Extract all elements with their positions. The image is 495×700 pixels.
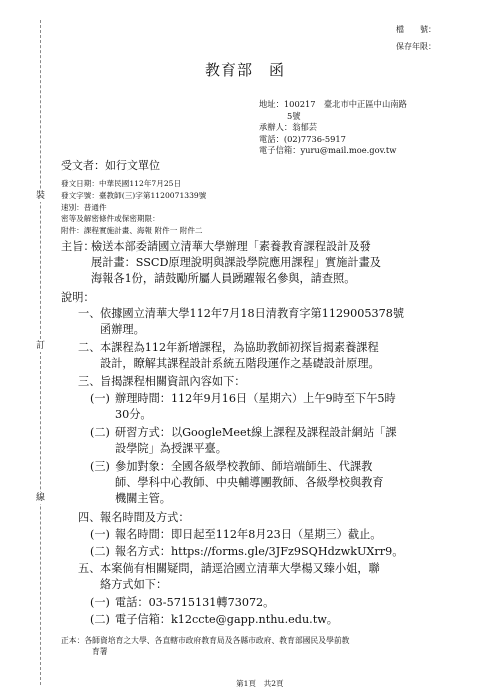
address-line1: 地址：100217 臺北市中正區中山南路: [259, 99, 407, 109]
subitem-number: (三): [90, 460, 110, 473]
copy-recipients-line: 正本：各師資培育之大學、各直轄市政府教育局及各縣市政府、教育部國民及學前教: [61, 636, 350, 645]
subitem-number: (一): [90, 392, 110, 405]
explanation-label: 說明：: [61, 291, 95, 304]
binding-mark-xian: 線: [35, 493, 45, 503]
handler: 承辦人：翁郁芸: [259, 122, 318, 132]
contact-block: [259, 99, 407, 157]
address-line2: 5號: [287, 110, 301, 121]
subject-line: 檢送本部委請國立清華大學辦理「素養教育課程設計及發: [91, 240, 371, 253]
item-line: 師、學科中心教師、中央輔導團教師、各級學校與教育: [115, 476, 384, 489]
item-text: [100, 561, 380, 593]
item-text: [100, 510, 190, 526]
item-line: 本案倘有相關疑問，請逕洽國立清華大學楊又臻小姐，聯: [100, 562, 380, 575]
item-line: 函辦理。: [100, 323, 145, 336]
email: 電子信箱：yuru@mail.moe.gov.tw: [259, 145, 397, 155]
item-number: 四、: [78, 511, 101, 524]
secrecy-level: 密等及解密條件或保密期限：: [61, 214, 160, 224]
document-number: 發文字號：臺教師(三)字第1120071339號: [61, 190, 207, 200]
item-text: [100, 374, 245, 390]
recipient: 受文者：如行文單位: [61, 159, 160, 172]
item-line: 電話：03-5715131轉73072。: [115, 596, 275, 609]
item-line: 機關主管。: [115, 492, 171, 505]
item-text: [100, 306, 404, 338]
attachments: [61, 225, 206, 237]
subject-text: [91, 239, 381, 287]
subject-line: 海報各1份，請鼓勵所屬人員踴躍報名參與，請查照。: [91, 272, 356, 285]
item-text: [100, 340, 380, 372]
subitem-number: (二): [90, 613, 110, 626]
file-number-label: 檔 號：: [396, 25, 436, 34]
item-line: 參加對象：全國各級學校教師、師培端師生、代課教: [115, 460, 373, 473]
binding-mark-ding: 訂: [35, 341, 45, 351]
copy-recipients: [61, 635, 349, 657]
item-line: 設學院」為授課平臺。: [115, 442, 227, 455]
item-line: 報名時間：即日起至112年8月23日（星期三）截止。: [115, 528, 382, 541]
subitem-number: (二): [90, 426, 110, 439]
item-number: 三、: [78, 375, 101, 388]
attachments-text: 附件：課程實施計畫、海報 附件一 附件二: [61, 226, 203, 236]
copy-recipients-line: 育署: [92, 647, 108, 656]
item-line: 辦理時間：112年9月16日（星期六）上午9時至下午5時: [115, 392, 396, 405]
subitem-text: [115, 595, 274, 611]
item-line: 報名時間及方式：: [100, 511, 190, 524]
subitem-text: [115, 612, 338, 628]
page-number: 第1頁 共2頁: [236, 679, 284, 688]
subitem-text: [115, 544, 403, 560]
item-number: 五、: [78, 562, 101, 575]
subitem-text: [115, 527, 381, 543]
item-number: 一、: [78, 307, 101, 320]
item-number: 二、: [78, 341, 101, 354]
item-line: 30分。: [115, 408, 152, 421]
subject-line: 展計畫：SSCD原理說明與課設學院應用課程」實施計畫及: [91, 256, 381, 269]
phone: 電話：(02)7736-5917: [259, 133, 346, 144]
contact-email-link[interactable]: 電子信箱：k12ccte@gapp.nthu.edu.tw。: [115, 613, 338, 626]
item-line: 研習方式：以GoogleMeet線上課程及課程設計網站「課: [115, 426, 397, 439]
item-line: 絡方式如下：: [100, 578, 168, 591]
document-title: 教育部 函: [205, 61, 286, 79]
subitem-text: [115, 459, 384, 507]
item-line: 依據國立清華大學112年7月18日清教育字第1129005378號: [100, 307, 405, 320]
binding-mark-zhuang: 裝: [35, 191, 45, 201]
retention-label: 保存年限：: [396, 42, 436, 51]
item-line: 設計，瞭解其課程設計系統五階段運作之基礎設計原理。: [100, 357, 380, 370]
binding-line: [40, 20, 41, 685]
subitem-number: (一): [90, 528, 110, 541]
subitem-number: (一): [90, 596, 110, 609]
issue-date: 發文日期：中華民國112年7月25日: [61, 179, 182, 188]
subitem-number: (二): [90, 545, 110, 558]
subitem-text: [115, 391, 396, 423]
subject-label: 主旨：: [61, 240, 95, 253]
meta-block: [61, 178, 206, 237]
item-line: 旨揭課程相關資訊內容如下：: [100, 375, 246, 388]
subitem-text: [115, 425, 397, 457]
speed-class: 速別：普通件: [61, 202, 107, 212]
item-line: 本課程為112年新增課程，為協助教師初探旨揭素養課程: [100, 341, 379, 354]
registration-link[interactable]: 報名方式：https://forms.gle/3JFz9SQHdzwkUXrr9。: [115, 545, 404, 558]
